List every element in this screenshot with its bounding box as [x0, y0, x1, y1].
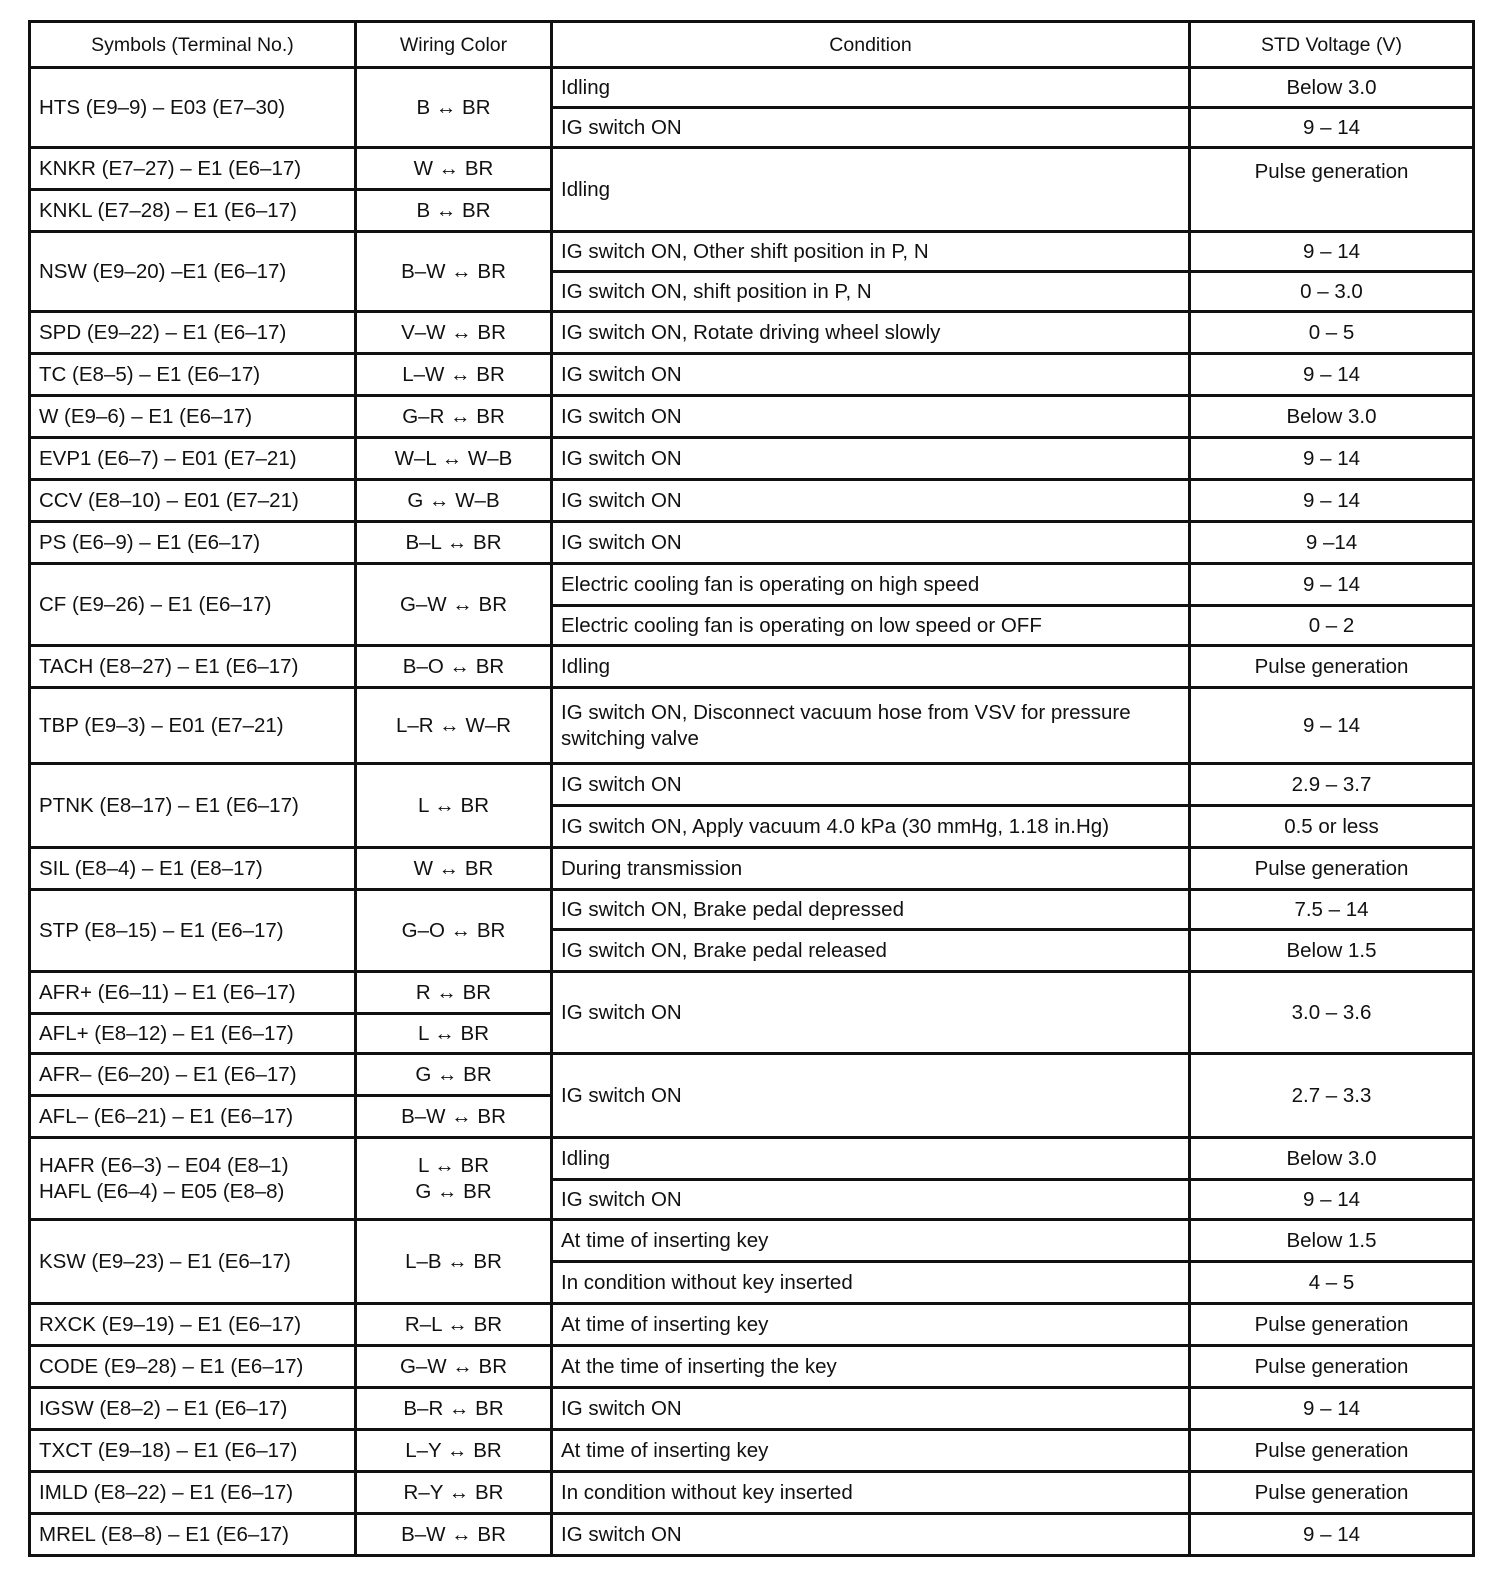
table-row: [30, 764, 1474, 806]
condition-cell: Idling: [552, 148, 1190, 232]
wiring-cell: L–W ↔ BR: [356, 354, 552, 396]
voltage-cell: 9 – 14: [1190, 1180, 1474, 1220]
condition-line: switching valve: [561, 726, 699, 750]
wiring-cell: B ↔ BR: [356, 68, 552, 148]
table-row: [30, 68, 1474, 108]
voltage-cell: Below 3.0: [1190, 1138, 1474, 1180]
table-row: [30, 646, 1474, 688]
symbol-cell: HTS (E9–9) – E03 (E7–30): [30, 68, 356, 148]
condition-cell: IG switch ON: [552, 764, 1190, 806]
wiring-cell: B–R ↔ BR: [356, 1388, 552, 1430]
table-row: [30, 1304, 1474, 1346]
voltage-cell: Below 3.0: [1190, 396, 1474, 438]
voltage-cell: 9 – 14: [1190, 354, 1474, 396]
wiring-cell: W ↔ BR: [356, 848, 552, 890]
wiring-cell: R–Y ↔ BR: [356, 1472, 552, 1514]
wiring-cell: L–Y ↔ BR: [356, 1430, 552, 1472]
voltage-cell: Below 3.0: [1190, 68, 1474, 108]
condition-cell: Electric cooling fan is operating on low speed or OFF: [552, 606, 1190, 646]
wiring-cell: B–L ↔ BR: [356, 522, 552, 564]
table-row: [30, 564, 1474, 606]
symbol-cell: SIL (E8–4) – E1 (E8–17): [30, 848, 356, 890]
wiring-cell: W ↔ BR: [356, 148, 552, 190]
voltage-cell: Below 1.5: [1190, 1220, 1474, 1262]
condition-cell: Idling: [552, 68, 1190, 108]
symbol-cell: CODE (E9–28) – E1 (E6–17): [30, 1346, 356, 1388]
condition-cell: IG switch ON: [552, 1514, 1190, 1556]
condition-cell: IG switch ON: [552, 1388, 1190, 1430]
wiring-cell: L ↔ BR: [356, 764, 552, 848]
wiring-cell: G–W ↔ BR: [356, 564, 552, 646]
condition-line: IG switch ON, Disconnect vacuum hose from VSV for pressure: [561, 700, 1131, 724]
symbol-cell: PTNK (E8–17) – E1 (E6–17): [30, 764, 356, 848]
symbol-cell: AFL– (E6–21) – E1 (E6–17): [30, 1096, 356, 1138]
wiring-cell: W–L ↔ W–B: [356, 438, 552, 480]
symbol-cell: SPD (E9–22) – E1 (E6–17): [30, 312, 356, 354]
symbol-cell: IGSW (E8–2) – E1 (E6–17): [30, 1388, 356, 1430]
wiring-cell: B ↔ BR: [356, 190, 552, 232]
table-row: [30, 480, 1474, 522]
voltage-cell: 9 – 14: [1190, 1388, 1474, 1430]
wiring-cell: B–W ↔ BR: [356, 232, 552, 312]
voltage-cell: 9 – 14: [1190, 232, 1474, 272]
terminal-voltage-table: [28, 20, 1475, 1557]
voltage-cell: Pulse generation: [1190, 1430, 1474, 1472]
voltage-cell: 9 – 14: [1190, 564, 1474, 606]
condition-cell: Electric cooling fan is operating on high speed: [552, 564, 1190, 606]
symbol-cell: TC (E8–5) – E1 (E6–17): [30, 354, 356, 396]
symbol-cell: W (E9–6) – E1 (E6–17): [30, 396, 356, 438]
condition-cell: IG switch ON: [552, 396, 1190, 438]
symbol-cell: STP (E8–15) – E1 (E6–17): [30, 890, 356, 972]
condition-cell: IG switch ON: [552, 354, 1190, 396]
wiring-cell: L–B ↔ BR: [356, 1220, 552, 1304]
symbol-cell: [30, 1138, 356, 1220]
voltage-cell: 0.5 or less: [1190, 806, 1474, 848]
condition-cell: At time of inserting key: [552, 1430, 1190, 1472]
voltage-cell: Pulse generation: [1190, 1346, 1474, 1388]
wiring-cell: L–R ↔ W–R: [356, 688, 552, 764]
table-row: [30, 1346, 1474, 1388]
condition-cell: IG switch ON: [552, 1054, 1190, 1138]
table-row: [30, 354, 1474, 396]
symbol-cell: KNKR (E7–27) – E1 (E6–17): [30, 148, 356, 190]
wiring-cell: G–W ↔ BR: [356, 1346, 552, 1388]
wiring-cell: G ↔ BR: [356, 1054, 552, 1096]
symbol-cell: TXCT (E9–18) – E1 (E6–17): [30, 1430, 356, 1472]
wiring-cell: G–O ↔ BR: [356, 890, 552, 972]
voltage-cell: 9 – 14: [1190, 438, 1474, 480]
voltage-cell: 9 – 14: [1190, 688, 1474, 764]
wiring-cell: L ↔ BR: [356, 1014, 552, 1054]
voltage-cell: Pulse generation: [1190, 646, 1474, 688]
wiring-cell: B–W ↔ BR: [356, 1514, 552, 1556]
wiring-line: L ↔ BR: [417, 1153, 489, 1177]
table-row: [30, 312, 1474, 354]
wiring-cell: V–W ↔ BR: [356, 312, 552, 354]
symbol-cell: TACH (E8–27) – E1 (E6–17): [30, 646, 356, 688]
table-row: [30, 1472, 1474, 1514]
voltage-cell: 2.9 – 3.7: [1190, 764, 1474, 806]
table-row: [30, 396, 1474, 438]
symbol-line: HAFR (E6–3) – E04 (E8–1): [39, 1153, 289, 1177]
wiring-cell: G ↔ W–B: [356, 480, 552, 522]
header-wiring-color: Wiring Color: [356, 22, 552, 68]
condition-cell: IG switch ON, Brake pedal depressed: [552, 890, 1190, 930]
voltage-cell: 0 – 2: [1190, 606, 1474, 646]
condition-cell: At time of inserting key: [552, 1304, 1190, 1346]
symbol-cell: EVP1 (E6–7) – E01 (E7–21): [30, 438, 356, 480]
condition-cell: IG switch ON: [552, 1180, 1190, 1220]
voltage-cell: Pulse generation: [1190, 848, 1474, 890]
condition-cell: IG switch ON: [552, 522, 1190, 564]
symbol-cell: AFR– (E6–20) – E1 (E6–17): [30, 1054, 356, 1096]
condition-cell: IG switch ON: [552, 438, 1190, 480]
voltage-cell: Pulse generation: [1190, 148, 1474, 232]
table-row: [30, 1388, 1474, 1430]
symbol-cell: MREL (E8–8) – E1 (E6–17): [30, 1514, 356, 1556]
wiring-cell: G–R ↔ BR: [356, 396, 552, 438]
header-symbols: Symbols (Terminal No.): [30, 22, 356, 68]
condition-cell: In condition without key inserted: [552, 1262, 1190, 1304]
wiring-cell: B–O ↔ BR: [356, 646, 552, 688]
wiring-cell: B–W ↔ BR: [356, 1096, 552, 1138]
voltage-cell: Pulse generation: [1190, 1304, 1474, 1346]
condition-cell: IG switch ON, Apply vacuum 4.0 kPa (30 mmHg, 1.18 in.Hg): [552, 806, 1190, 848]
symbol-cell: CF (E9–26) – E1 (E6–17): [30, 564, 356, 646]
table-row: [30, 522, 1474, 564]
symbol-cell: PS (E6–9) – E1 (E6–17): [30, 522, 356, 564]
voltage-cell: 9 – 14: [1190, 1514, 1474, 1556]
table-row: [30, 1054, 1474, 1096]
condition-cell: Idling: [552, 646, 1190, 688]
condition-cell: IG switch ON: [552, 480, 1190, 522]
condition-cell: In condition without key inserted: [552, 1472, 1190, 1514]
table-row: [30, 1514, 1474, 1556]
condition-cell: At time of inserting key: [552, 1220, 1190, 1262]
table-row: [30, 1138, 1474, 1180]
condition-cell: During transmission: [552, 848, 1190, 890]
condition-cell: IG switch ON, Brake pedal released: [552, 930, 1190, 972]
symbol-cell: NSW (E9–20) –E1 (E6–17): [30, 232, 356, 312]
condition-cell: [552, 688, 1190, 764]
symbol-cell: IMLD (E8–22) – E1 (E6–17): [30, 1472, 356, 1514]
voltage-cell: Below 1.5: [1190, 930, 1474, 972]
table-row: [30, 848, 1474, 890]
table-row: [30, 232, 1474, 272]
symbol-cell: AFR+ (E6–11) – E1 (E6–17): [30, 972, 356, 1014]
condition-cell: IG switch ON: [552, 108, 1190, 148]
symbol-cell: AFL+ (E8–12) – E1 (E6–17): [30, 1014, 356, 1054]
header-std-voltage: STD Voltage (V): [1190, 22, 1474, 68]
symbol-cell: TBP (E9–3) – E01 (E7–21): [30, 688, 356, 764]
condition-cell: IG switch ON: [552, 972, 1190, 1054]
table-row: [30, 1220, 1474, 1262]
table-row: [30, 148, 1474, 190]
table-row: [30, 1430, 1474, 1472]
condition-cell: IG switch ON, Rotate driving wheel slowly: [552, 312, 1190, 354]
voltage-cell: 4 – 5: [1190, 1262, 1474, 1304]
voltage-cell: 9 – 14: [1190, 480, 1474, 522]
condition-cell: IG switch ON, shift position in P, N: [552, 272, 1190, 312]
table-row: [30, 972, 1474, 1014]
condition-cell: Idling: [552, 1138, 1190, 1180]
table-row: [30, 438, 1474, 480]
voltage-cell: 3.0 – 3.6: [1190, 972, 1474, 1054]
voltage-cell: 9 –14: [1190, 522, 1474, 564]
wiring-cell: [356, 1138, 552, 1220]
symbol-cell: KSW (E9–23) – E1 (E6–17): [30, 1220, 356, 1304]
voltage-cell: 0 – 5: [1190, 312, 1474, 354]
table-header-row: [30, 22, 1474, 68]
symbol-cell: CCV (E8–10) – E01 (E7–21): [30, 480, 356, 522]
table-row: [30, 688, 1474, 764]
wiring-cell: R ↔ BR: [356, 972, 552, 1014]
condition-cell: At the time of inserting the key: [552, 1346, 1190, 1388]
symbol-cell: RXCK (E9–19) – E1 (E6–17): [30, 1304, 356, 1346]
header-condition: Condition: [552, 22, 1190, 68]
table-row: [30, 890, 1474, 930]
wiring-line: G ↔ BR: [415, 1179, 492, 1203]
voltage-cell: 2.7 – 3.3: [1190, 1054, 1474, 1138]
condition-cell: IG switch ON, Other shift position in P, N: [552, 232, 1190, 272]
voltage-cell: Pulse generation: [1190, 1472, 1474, 1514]
voltage-cell: 0 – 3.0: [1190, 272, 1474, 312]
voltage-cell: 9 – 14: [1190, 108, 1474, 148]
voltage-cell: 7.5 – 14: [1190, 890, 1474, 930]
symbol-line: HAFL (E6–4) – E05 (E8–8): [39, 1179, 285, 1203]
symbol-cell: KNKL (E7–28) – E1 (E6–17): [30, 190, 356, 232]
wiring-cell: R–L ↔ BR: [356, 1304, 552, 1346]
